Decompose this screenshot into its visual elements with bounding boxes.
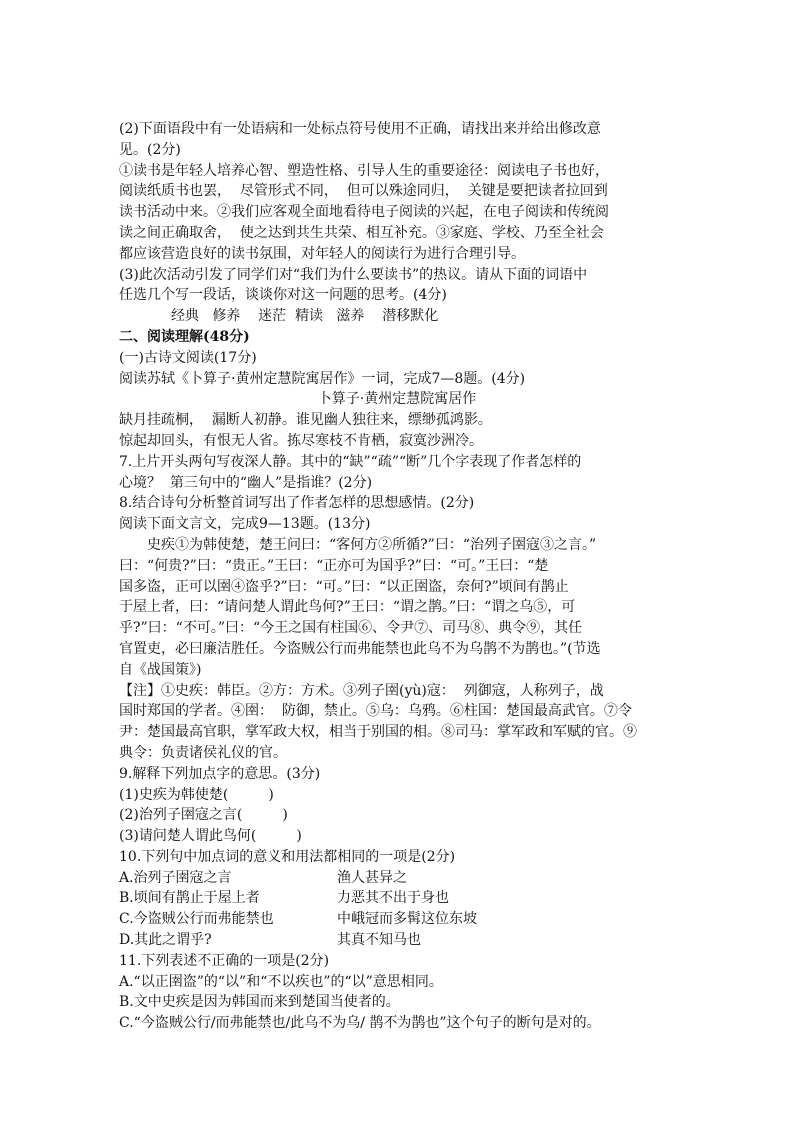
classical-notes: 国时郑国的学者。④圉： 防御，禁止。⑤乌：乌鸦。⑥柱国：楚国最高武官。⑦令 <box>119 703 632 720</box>
poem-intro: 阅读苏轼《卜算子·黄州定慧院寓居作》一词，完成7—8题。(4分) <box>119 370 526 387</box>
q10-option: A.治列子圉寇之言 渔人甚异之 <box>119 869 407 886</box>
q2-stem: 见。(2分) <box>119 141 181 158</box>
q10-stem: 10.下列句中加点词的意义和用法都相同的一项是(2分) <box>119 848 456 865</box>
poem-line: 缺月挂疏桐， 漏断人初静。谁见幽人独往来，缥缈孤鸿影。 <box>119 412 492 429</box>
q11-option: A.“以正圉盗”的“以”和“不以疾也”的“以”意思相同。 <box>119 973 443 990</box>
exam-page <box>119 119 675 1034</box>
q8-stem: 8.结合诗句分析整首词写出了作者怎样的思想感情。(2分) <box>119 495 475 512</box>
q10-option: D.其此之谓乎? 其真不知马也 <box>119 932 421 949</box>
classical-notes: 典令：负责诸侯礼仪的官。 <box>119 744 287 761</box>
classical-text: 自《战国策》) <box>119 661 202 678</box>
q11-stem: 11.下列表述不正确的一项是(2分) <box>119 952 330 969</box>
poem-title: 卜算子·黄州定慧院寓居作 <box>317 391 477 408</box>
classical-text: 国多盗，正可以圉④盗乎?”曰：“可。”曰：“以正圉盗，奈何?”顷间有鹊止 <box>119 578 569 595</box>
q2-passage: 读之间正确取舍， 使之达到共生共荣、相互补充。③家庭、学校、乃至全社会 <box>119 224 604 241</box>
q9-item: (3)请问楚人谓此鸟何( ) <box>119 828 302 845</box>
classical-intro: 阅读下面文言文，完成9—13题。(13分) <box>119 516 371 533</box>
classical-text: 官置吏，必曰廉洁胜任。今盗贼公行而弗能禁也此乌不为乌鹊不为鹊也。”(节选 <box>119 640 601 657</box>
q10-option: C.今盗贼公行而弗能禁也 中峨冠而多髯这位东坡 <box>119 911 477 928</box>
classical-notes: 【注】①史疾：韩臣。②方：方术。③列子圉(yù)寇： 列御寇，人称列子，战 <box>119 682 604 699</box>
q2-passage: 阅读纸质书也罢， 尽管形式不同， 但可以殊途同归， 关键是要把读者拉回到 <box>119 183 608 200</box>
classical-text: 曰：“何贵?”曰：“贵正。”王曰：“正亦可为国乎?”曰：“可。”王曰：“楚 <box>119 557 549 574</box>
q11-option: B.文中史疾是因为韩国而来到楚国当使者的。 <box>119 994 400 1011</box>
q11-option: C.“今盗贼公行/而弗能禁也/此乌不为乌/ 鹊不为鹊也”这个句子的断句是对的。 <box>119 1015 601 1032</box>
q7-stem: 心境？ 第三句中的“幽人”是指谁？(2分) <box>119 474 373 491</box>
q2-passage: ①读书是年轻人培养心智、塑造性格、引导人生的重要途径：阅读电子书也好， <box>119 162 609 179</box>
q9-item: (1)史疾为韩使楚( ) <box>119 786 274 803</box>
classical-text: 乎?”曰：“不可。”曰：“今王之国有柱国⑥、令尹⑦、司马⑧、典令⑨，其任 <box>119 620 583 637</box>
q3-stem: (3)此次活动引发了同学们对“我们为什么要读书”的热议。请从下面的词语中 <box>119 266 588 283</box>
classical-text: 于屋上者，曰：“请问楚人谓此鸟何?”王曰：“谓之鹊。”曰：“谓之乌⑤，可 <box>119 599 576 616</box>
part-title: (一)古诗文阅读(17分) <box>119 349 257 366</box>
q2-stem: (2)下面语段中有一处语病和一处标点符号使用不正确，请找出来并给出修改意 <box>119 121 601 137</box>
section-title: 二、阅读理解(48分) <box>119 328 250 345</box>
q10-option: B.顷间有鹊止于屋上者 力恶其不出于身也 <box>119 890 449 907</box>
q9-item: (2)治列子圉寇之言( ) <box>119 807 288 824</box>
poem-line: 惊起却回头，有恨无人省。拣尽寒枝不肯栖，寂寞沙洲冷。 <box>119 432 483 449</box>
q2-passage: 读书活动中来。②我们应客观全面地看待电子阅读的兴起，在电子阅读和传统阅 <box>119 204 609 221</box>
q3-word-list: 经典 修养 迷茫 精读 滋养 潜移默化 <box>171 308 439 325</box>
q3-stem: 任选几个写一段话，谈谈你对这一问题的思考。(4分) <box>119 287 447 304</box>
q7-stem: 7.上片开头两句写夜深人静。其中的“缺”“疏”“断”几个字表现了作者怎样的 <box>119 453 582 470</box>
classical-text: 史疾①为韩使楚，楚王问曰：“客何方②所循?”曰：“治列子圉寇③之言。” <box>147 536 597 553</box>
classical-notes: 尹：楚国最高官职，掌军政大权，相当于别国的相。⑧司马：掌军政和军赋的官。⑨ <box>119 724 637 741</box>
q9-stem: 9.解释下列加点字的意思。(3分) <box>119 765 321 782</box>
q2-passage: 都应该营造良好的读书氛围，对年轻人的阅读行为进行合理引导。 <box>119 245 525 262</box>
